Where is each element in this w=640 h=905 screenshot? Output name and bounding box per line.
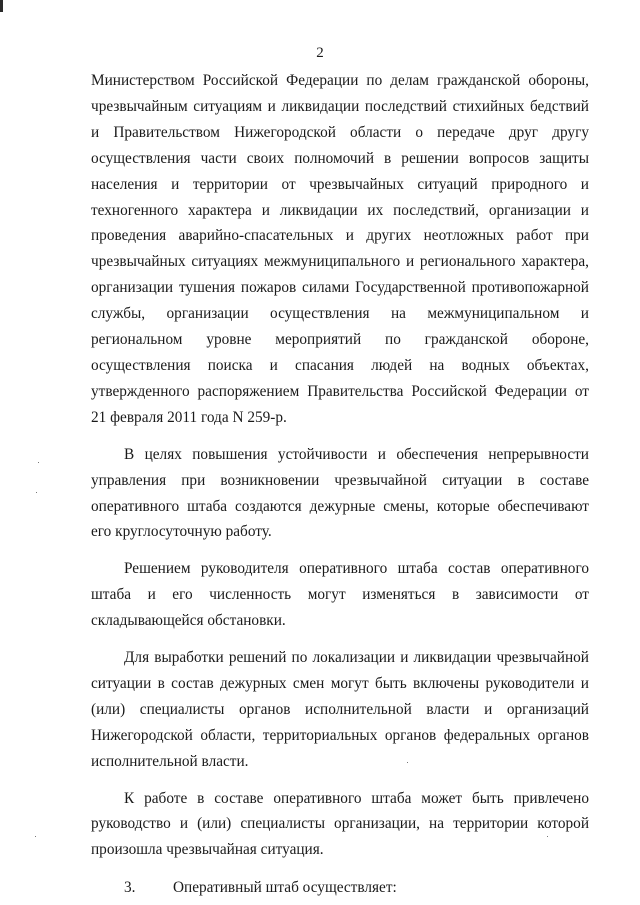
text-line: службы, организации осуществления на межмуниципальном и <box>91 305 589 323</box>
text-line: организации тушения пожаров силами Государственной противопожарной <box>91 279 589 297</box>
text-line: ситуации в состав дежурных смен могут быть включены руководители и <box>91 674 589 692</box>
text-line: и Правительством Нижегородской области о передаче друг другу <box>91 123 589 141</box>
text-line: складывающейся обстановки. <box>91 612 286 630</box>
text-line: К работе в составе оперативного штаба может быть привлечено <box>124 789 589 807</box>
text-line: Для выработки решений по локализации и ликвидации чрезвычайной <box>124 649 589 667</box>
scan-speck <box>38 462 39 463</box>
text-line: техногенного характера и ликвидации их последствий, организации и <box>91 201 589 219</box>
text-line: руководство и (или) специалисты организации, на территории которой <box>91 815 589 833</box>
document-body <box>91 68 589 901</box>
text-line: исполнительной власти. <box>91 752 249 770</box>
text-line: чрезвычайных ситуациях межмуниципального и регионального характера, <box>91 253 589 271</box>
page-number: 2 <box>316 45 324 61</box>
scan-edge-mark <box>0 0 3 12</box>
paragraph-decisions <box>91 645 589 775</box>
text-line: (или) специалисты органов исполнительной власти и организаций <box>91 700 589 718</box>
text-line: проведения аварийно-спасательных и других неотложных работ при <box>91 227 589 245</box>
text-line: региональном уровне мероприятий по гражданской обороне, <box>91 331 589 349</box>
text-line: управления при возникновении чрезвычайной ситуации в составе <box>91 471 589 489</box>
text-line: его круглосуточную работу. <box>91 523 272 541</box>
text-line: произошла чрезвычайная ситуация. <box>91 841 324 859</box>
paragraph-continuity <box>91 442 589 546</box>
scan-speck <box>35 836 36 837</box>
text-line: осуществления части своих полномочий в решении вопросов защиты <box>91 149 589 167</box>
text-line: 21 февраля 2011 года N 259-р. <box>91 408 287 426</box>
text-line: утвержденного распоряжением Правительства Российской Федерации от <box>91 382 589 400</box>
paragraph-composition <box>91 556 589 634</box>
text-line: осуществления поиска и спасания людей на водных объектах, <box>91 356 589 374</box>
text-line: Решением руководителя оперативного штаба состав оперативного <box>124 560 589 578</box>
scan-speck <box>36 492 37 493</box>
numbered-item <box>91 875 589 901</box>
item-text: Оперативный штаб осуществляет: <box>173 879 397 897</box>
text-line: штаба и его численность могут изменяться в зависимости от <box>91 586 589 604</box>
paragraph-involvement <box>91 786 589 864</box>
text-line: оперативного штаба создаются дежурные смены, которые обеспечивают <box>91 497 589 515</box>
text-line: В целях повышения устойчивости и обеспечения непрерывности <box>124 445 589 463</box>
text-line: Министерством Российской Федерации по делам гражданской обороны, <box>91 72 589 89</box>
paragraph-continuation <box>91 68 589 431</box>
text-line: населения и территории от чрезвычайных ситуаций природного и <box>91 175 589 193</box>
item-number: 3. <box>124 879 136 897</box>
text-line: Нижегородской области, территориальных органов федеральных органов <box>91 726 589 744</box>
text-line: чрезвычайным ситуациям и ликвидации последствий стихийных бедствий <box>91 97 589 115</box>
